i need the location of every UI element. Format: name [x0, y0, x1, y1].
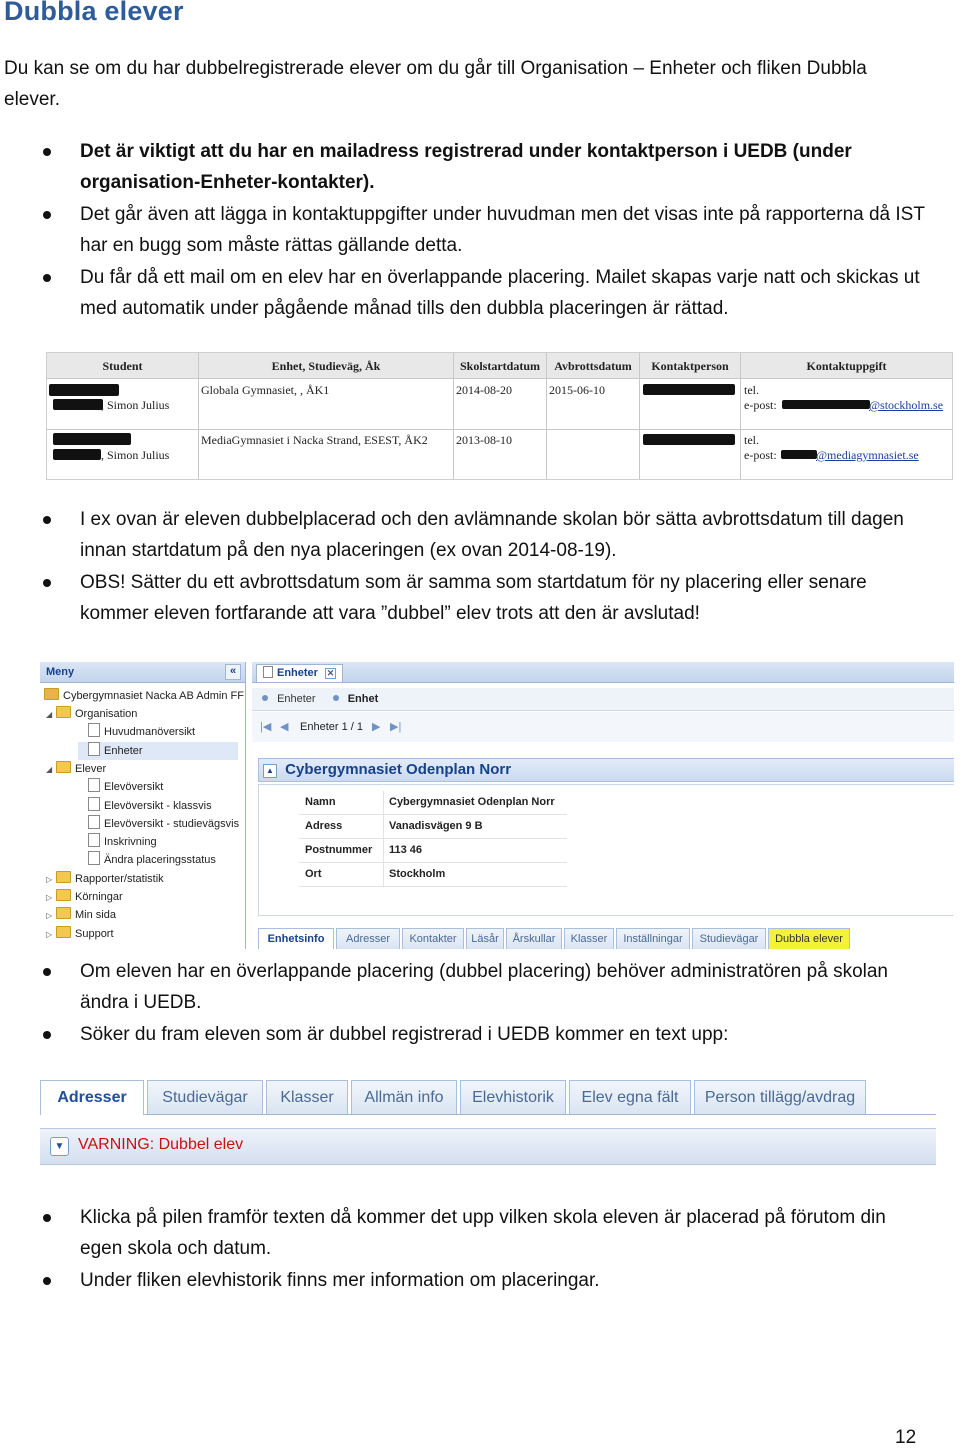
tel-label: tel. — [744, 433, 759, 447]
report-table — [46, 352, 953, 480]
expanded-arrow-icon[interactable]: ◢ — [46, 764, 53, 774]
collapse-icon[interactable]: « — [225, 664, 241, 680]
start-cell: 2013-08-10 — [456, 433, 512, 447]
info-row — [299, 863, 567, 887]
page-heading: Dubbla elever — [4, 0, 184, 26]
field-value: Stockholm — [389, 868, 446, 880]
bullet-item: OBS! Sätter du ett avbrottsdatum som är samma som startdatum för ny placering eller senare kommer eleven fortfarande att vara ”dubbel” elev trots att den är avslutad! — [46, 567, 926, 629]
tab-enhetsinfo[interactable]: Enhetsinfo — [258, 928, 334, 949]
bullet-list-3 — [46, 956, 926, 1050]
tree-item-label: Elevöversikt - klassvis — [104, 799, 212, 812]
pager-label: Enheter 1 / 1 — [300, 721, 363, 733]
tree-item[interactable] — [78, 815, 239, 833]
tree-item[interactable] — [78, 778, 163, 796]
tab-elev-egna-fält[interactable]: Elev egna fält — [569, 1080, 691, 1114]
avbrott-cell: 2015-06-10 — [549, 383, 605, 397]
tree-item-label: Enheter — [104, 744, 143, 757]
person-tab-bar — [40, 1077, 936, 1115]
field-value: Vanadisvägen 9 B — [389, 820, 483, 832]
collapsed-arrow-icon[interactable]: ▷ — [46, 893, 53, 902]
warning-bar — [40, 1128, 936, 1165]
crumb-dot-icon — [333, 695, 339, 701]
redacted-name — [53, 449, 101, 460]
tree-item-label: Support — [75, 927, 114, 940]
folder-icon — [56, 907, 71, 919]
folder-icon — [56, 871, 71, 883]
tree-root[interactable]: Cybergymnasiet Nacka AB Admin FF — [44, 687, 244, 705]
tree-item[interactable] — [46, 870, 164, 889]
tree-item-label: Elever — [75, 762, 107, 775]
page-icon — [88, 833, 100, 847]
crumb-dot-icon — [262, 695, 268, 701]
section-title: Cybergymnasiet Odenplan Norr — [285, 761, 512, 778]
tree-item-label: Rapporter/statistik — [75, 872, 164, 885]
folder-icon — [44, 688, 59, 700]
tab-elevhistorik[interactable]: Elevhistorik — [460, 1080, 566, 1114]
last-page-icon[interactable]: ▶| — [390, 721, 402, 733]
page-icon — [88, 742, 100, 756]
tab-studievägar[interactable]: Studievägar — [147, 1080, 263, 1114]
bullet-item: Du får då ett mail om en elev har en överlappande placering. Mailet skapas varje natt och skickas ut med automatik under pågående månad tills den dubbla placeringen är rättad. — [46, 262, 926, 324]
field-label: Adress — [305, 820, 343, 832]
next-page-icon[interactable]: ▶ — [372, 721, 381, 733]
tel-label: tel. — [744, 383, 759, 397]
tree-item-label: Elevöversikt — [104, 781, 164, 794]
tab-adresser[interactable]: Adresser — [336, 928, 400, 949]
bullet-item: I ex ovan är eleven dubbelplacerad och den avlämnande skolan bör sätta avbrottsdatum till dagen innan startdatum på den nya placeringen (ex ovan 2014-08-19). — [46, 504, 926, 566]
epost-label: e-post: — [744, 448, 777, 462]
menu-title: Meny — [46, 666, 75, 678]
admin-app-screenshot — [40, 662, 954, 949]
breadcrumb — [252, 688, 954, 711]
tree-item-label: Huvudmanöversikt — [104, 726, 196, 739]
tree-item[interactable] — [46, 906, 116, 925]
prev-page-icon[interactable]: ◀ — [280, 721, 289, 733]
start-cell: 2014-08-20 — [456, 383, 512, 397]
redacted-name — [49, 384, 119, 396]
tree-item[interactable] — [78, 833, 157, 851]
close-icon[interactable]: ✕ — [326, 668, 335, 678]
folder-icon — [56, 761, 71, 773]
info-row — [299, 839, 567, 863]
redacted-contact — [643, 434, 735, 445]
col-header: Kontaktuppgift — [741, 353, 952, 378]
bullet-item: Klicka på pilen framför texten då kommer det upp vilken skola eleven är placerad på förutom din egen skola och datum. — [46, 1202, 926, 1264]
col-header: Avbrottsdatum — [547, 353, 640, 378]
tree-item-label: Körningar — [75, 891, 123, 903]
tree-item-label: Elevöversikt - studievägsvis — [104, 817, 240, 830]
tree-item[interactable] — [78, 742, 238, 760]
page-icon — [88, 815, 100, 829]
tree-item-label: Ändra placeringsstatus — [104, 854, 216, 867]
info-box — [258, 784, 954, 916]
content-panel — [252, 662, 954, 949]
bottom-tab-bar — [258, 926, 954, 949]
field-value: Cybergymnasiet Odenplan Norr — [389, 796, 555, 808]
tree-item[interactable] — [46, 760, 106, 779]
intro-paragraph: Du kan se om du har dubbelregistrerade elever om du går till Organisation – Enheter och fliken Dubbla elever. — [4, 58, 867, 110]
page-icon — [263, 666, 273, 678]
expanded-arrow-icon[interactable]: ◢ — [46, 710, 53, 719]
tab-läsår[interactable]: Läsår — [466, 928, 504, 949]
tree-item[interactable] — [46, 925, 114, 944]
bullet-item: Det är viktigt att du har en mailadress registrerad under kontaktperson i UEDB (under organisation-Enheter-kontakter). — [46, 136, 926, 198]
tab-adresser[interactable]: Adresser — [40, 1080, 144, 1115]
tab-enheter[interactable]: Enheter ✕ — [256, 664, 343, 682]
bullet-item: Det går även att lägga in kontaktuppgifter under huvudman men det visas inte på rapporterna då IST har en bugg som måste rättas gällande detta. — [46, 199, 926, 261]
info-row — [299, 791, 567, 815]
field-label: Postnummer — [305, 844, 373, 856]
tree-item[interactable] — [46, 888, 123, 907]
tree-item[interactable] — [46, 705, 137, 724]
field-value: 113 46 — [389, 844, 423, 856]
breadcrumb-enheter[interactable]: Enheter — [277, 693, 316, 705]
folder-icon — [56, 889, 71, 901]
bullet-list-2 — [46, 504, 926, 629]
tab-allmän-info[interactable]: Allmän info — [351, 1080, 457, 1114]
collapsed-arrow-icon[interactable]: ▷ — [46, 929, 53, 939]
tab-kontakter[interactable]: Kontakter — [402, 928, 464, 949]
collapsed-arrow-icon[interactable]: ▷ — [46, 874, 53, 884]
tree-item[interactable] — [78, 851, 216, 869]
tab-person-tillägg-avdrag[interactable]: Person tillägg/avdrag — [694, 1080, 866, 1114]
epost-link[interactable]: @mediagymnasiet.se — [816, 448, 919, 462]
menu-header — [40, 662, 245, 683]
tab-studievägar[interactable]: Studievägar — [692, 928, 766, 949]
epost-link[interactable]: @stockholm.se — [869, 398, 944, 412]
tab-dubbla-elever[interactable]: Dubbla elever — [768, 928, 850, 949]
epost-label: e-post: — [744, 398, 777, 412]
tab-klasser[interactable]: Klasser — [564, 928, 614, 949]
tree-item-label: Inskrivning — [104, 836, 157, 849]
redacted-name — [53, 399, 103, 410]
page-icon — [88, 797, 100, 811]
tree-item-label: Organisation — [75, 708, 138, 720]
col-header: Kontaktperson — [640, 353, 741, 378]
folder-icon — [56, 926, 71, 938]
tab-inställningar[interactable]: Inställningar — [616, 928, 690, 949]
tab-klasser[interactable]: Klasser — [266, 1080, 348, 1114]
bullet-item: Söker du fram eleven som är dubbel registrerad i UEDB kommer en text upp: — [46, 1019, 926, 1050]
page-number: 12 — [895, 1427, 917, 1448]
page-icon — [88, 778, 100, 792]
redacted-contact — [643, 384, 735, 395]
tree-item[interactable] — [78, 723, 195, 741]
redacted-email — [782, 400, 870, 409]
section-header[interactable] — [258, 758, 954, 782]
warning-screenshot — [40, 1077, 936, 1165]
page-icon — [88, 723, 100, 737]
student-cell: , Simon Julius — [101, 398, 170, 412]
folder-icon — [56, 706, 71, 718]
tab-årskullar[interactable]: Årskullar — [506, 928, 562, 949]
tab-bar — [252, 662, 954, 683]
col-header: Student — [47, 353, 199, 378]
bullet-item: Under fliken elevhistorik finns mer information om placeringar. — [46, 1265, 926, 1296]
field-label: Namn — [305, 796, 336, 808]
tree-item-label: Min sida — [75, 909, 116, 922]
tree-item[interactable] — [78, 797, 212, 815]
menu-panel — [40, 662, 246, 949]
student-cell: , Simon Julius — [101, 448, 170, 462]
col-header: Enhet, Studieväg, Åk — [199, 353, 454, 378]
expand-arrow-icon[interactable]: ▼ — [50, 1137, 69, 1156]
collapsed-arrow-icon[interactable]: ▷ — [46, 911, 53, 921]
breadcrumb-enhet[interactable]: Enhet — [347, 693, 379, 705]
enhet-cell: Globala Gymnasiet, , ÅK1 — [201, 383, 330, 397]
page-icon — [88, 851, 100, 865]
field-label: Ort — [305, 868, 322, 880]
redacted-name — [53, 433, 131, 445]
col-header: Skolstartdatum — [454, 353, 547, 378]
info-row — [299, 815, 567, 839]
enhet-cell: MediaGymnasiet i Nacka Strand, ESEST, ÅK2 — [201, 433, 428, 447]
pager — [252, 712, 954, 742]
redacted-email — [781, 450, 817, 459]
bullet-list-4 — [46, 1202, 926, 1296]
first-page-icon[interactable]: |◀ — [260, 721, 272, 733]
bullet-item: Om eleven har en överlappande placering (dubbel placering) behöver administratören på skolan ändra i UEDB. — [46, 956, 926, 1018]
collapse-section-icon[interactable]: ▲ — [263, 764, 277, 778]
bullet-list-1 — [46, 136, 926, 324]
warning-text: VARNING: Dubbel elev — [78, 1136, 244, 1153]
